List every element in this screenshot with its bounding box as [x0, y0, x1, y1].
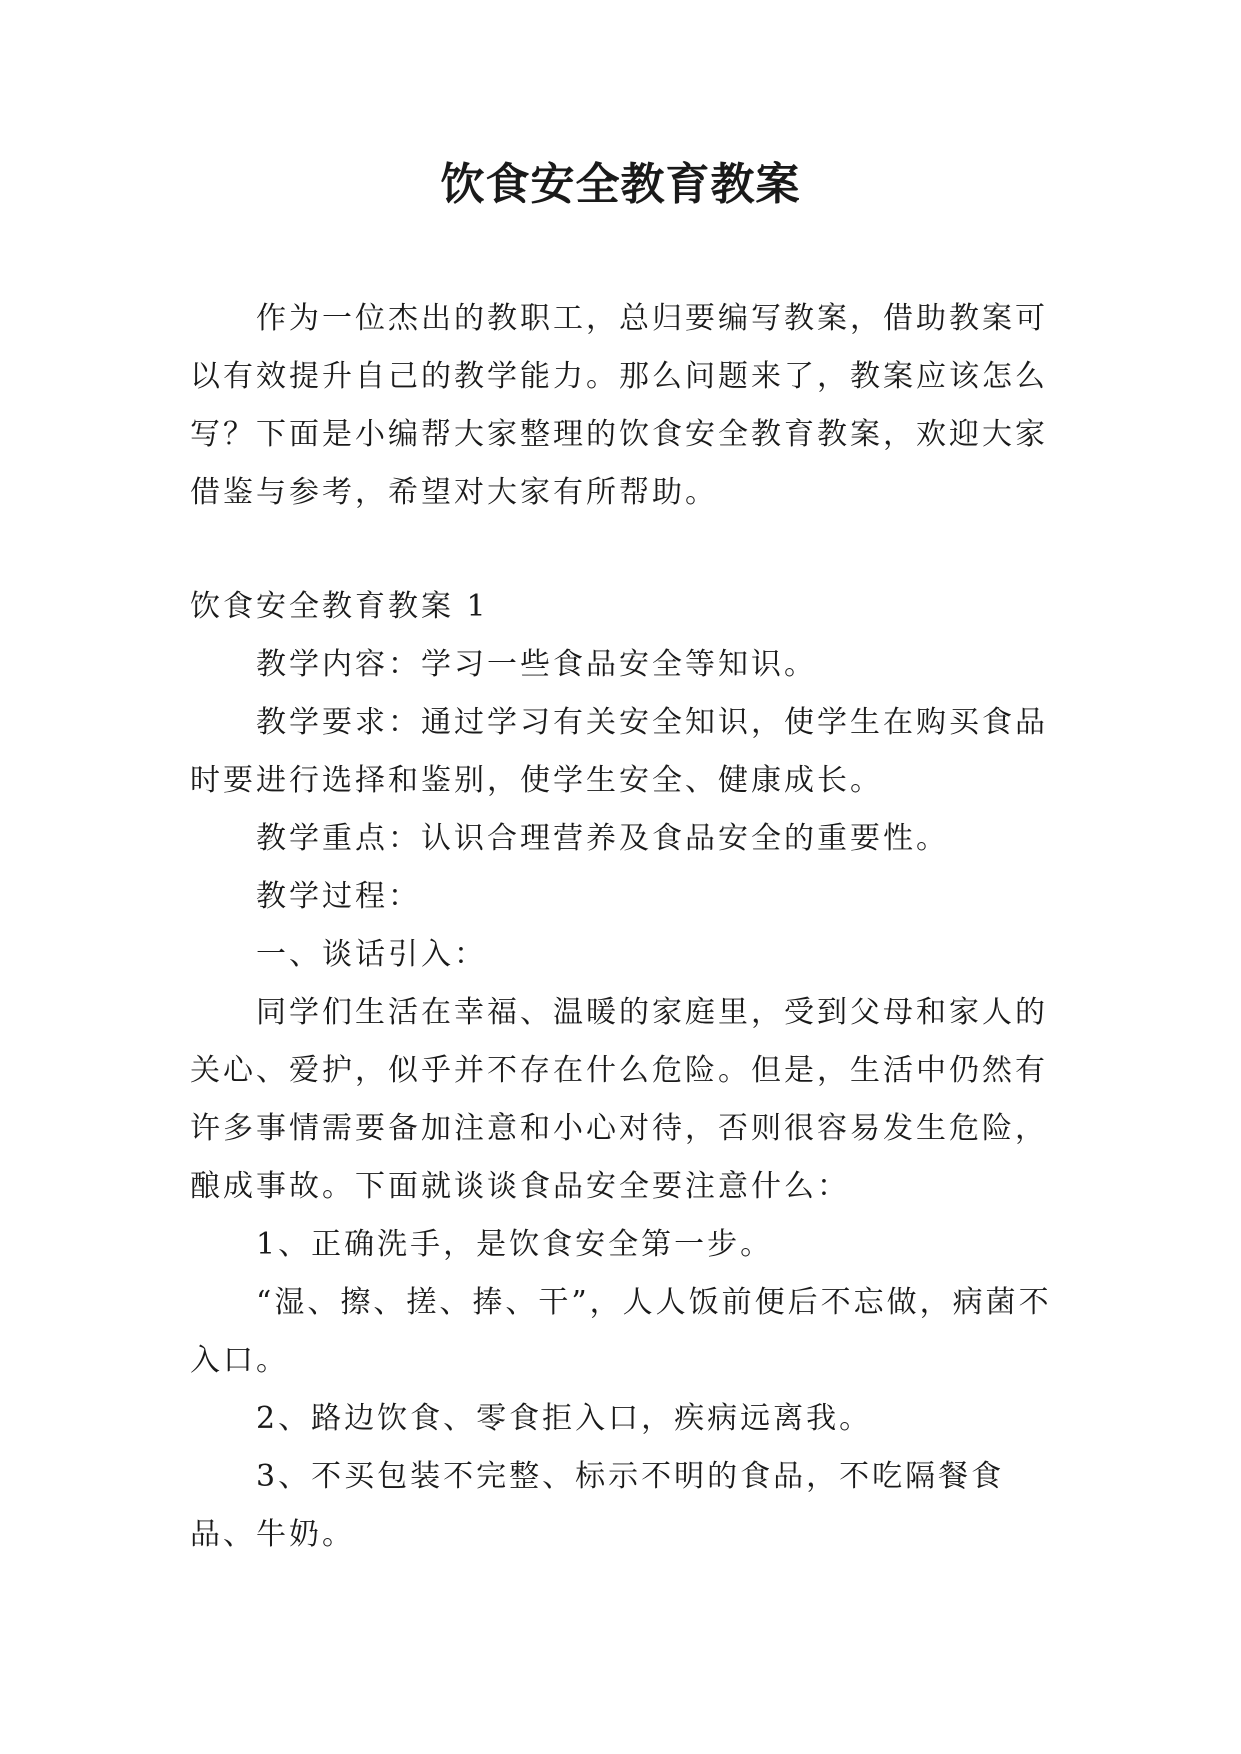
document-title: 饮食安全教育教案: [440, 159, 801, 210]
paragraph-item-3: 3、不买包装不完整、标示不明的食品，不吃隔餐食品、牛奶。: [190, 1459, 1005, 1552]
paragraph-item-1: 1、正确洗手，是饮食安全第一步。: [256, 1227, 774, 1262]
lesson-plan-section: [190, 578, 1058, 1564]
paragraph-teaching-focus: 教学重点：认识合理营养及食品安全的重要性。: [256, 821, 949, 856]
paragraph-teaching-process: 教学过程：: [256, 879, 421, 914]
intro-paragraph: 作为一位杰出的教职工，总归要编写教案，借助教案可以有效提升自己的教学能力。那么问题来了，教案应该怎么写？下面是小编帮大家整理的饮食安全教育教案，欢迎大家借鉴与参考，希望对大家有所帮助。: [190, 301, 1048, 510]
intro-section: [190, 290, 1058, 522]
paragraph-handwash-steps: “湿、擦、搓、捧、干”，人人饭前便后不忘做，病菌不入口。: [190, 1285, 1052, 1378]
paragraph-item-2: 2、路边饮食、零食拒入口，疾病远离我。: [256, 1401, 873, 1436]
paragraph-introduction: 同学们生活在幸福、温暖的家庭里，受到父母和家人的关心、爱护，似乎并不存在什么危险。但是，生活中仍然有许多事情需要备加注意和小心对待，否则很容易发生危险，酿成事故。下面就谈谈食品安全要注意什么：: [190, 995, 1048, 1204]
paragraph-introduction-heading: 一、谈话引入：: [256, 937, 487, 972]
paragraph-teaching-requirements: 教学要求：通过学习有关安全知识，使学生在购买食品时要进行选择和鉴别，使学生安全、健康成长。: [190, 705, 1048, 798]
section-heading: 饮食安全教育教案 1: [190, 589, 489, 624]
paragraph-teaching-content: 教学内容：学习一些食品安全等知识。: [256, 647, 817, 682]
